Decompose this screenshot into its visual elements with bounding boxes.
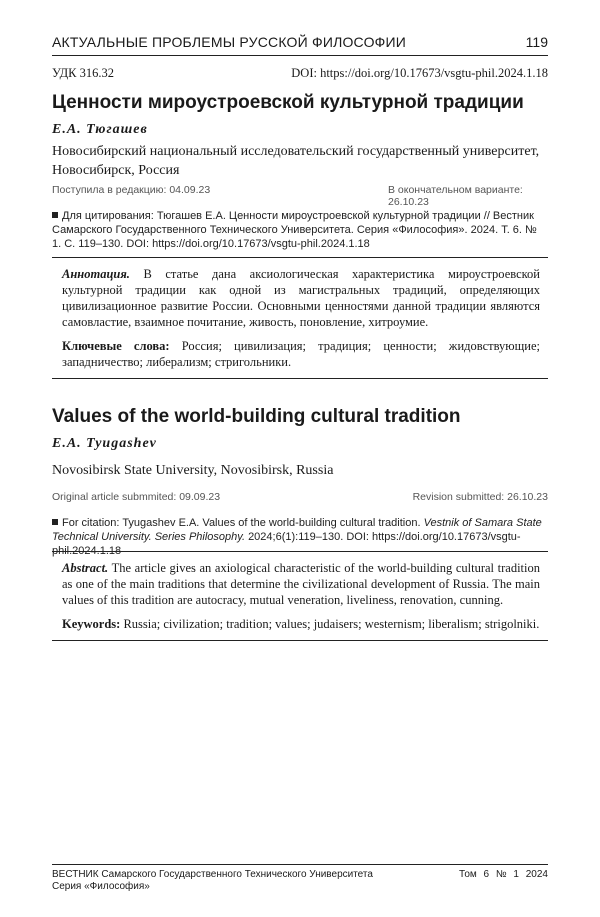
author-en: E.A. Tyugashev: [52, 436, 157, 451]
received-date-ru: Поступила в редакцию: 04.09.23: [52, 184, 211, 196]
doi-link[interactable]: DOI: https://doi.org/10.17673/vsgtu-phil.2024.1.18: [291, 66, 548, 80]
keywords-label-ru: Ключевые слова:: [62, 339, 170, 353]
abstract-en: [62, 560, 540, 608]
abstract-text-en: The article gives an axiological characteristic of the world-building cultural tradition as one of the main traditions that determine the civilizational development of Russia. The main values of this tradition are autocracy, mutual veneration, liveliness, renovation, cunning.: [62, 561, 540, 607]
abstract-label-en: Abstract.: [62, 561, 109, 575]
bullet-square-icon: [52, 519, 58, 525]
author-ru: Е.А. Тюгашев: [52, 122, 148, 137]
abstract-ru: [62, 266, 540, 330]
keywords-text-ru: Россия; цивилизация; традиция; ценности; жидовствующие; западничество; либерализм; стригольники.: [62, 339, 540, 369]
abstract-text-ru: В статье дана аксиологическая характеристика мироустроевской культурной традиции как одной из магистральных традиций, определяющих цивилизационное развитие России. Основными ценностями данной традиции являются самовластие, взаимное почитание, живость, поновление, хитроумие.: [62, 267, 540, 329]
article-title-ru: Ценности мироустроевской культурной традиции: [52, 92, 524, 113]
affiliation-ru: Новосибирский национальный исследовательский государственный университет, Новосибирск, Россия: [52, 144, 540, 178]
abstract-label-ru: Аннотация.: [62, 267, 130, 281]
citation-prefix-en: For citation: Tyugashev E.A. Values of the world-building cultural tradition.: [62, 517, 421, 529]
running-header-title: АКТУАЛЬНЫЕ ПРОБЛЕМЫ РУССКОЙ ФИЛОСОФИИ: [52, 34, 407, 50]
citation-journal-en: Vestnik of Samara State Technical University. Series Philosophy.: [52, 517, 542, 543]
footer-rule: [52, 864, 548, 865]
abstract-box-ru: [52, 257, 548, 379]
affiliation-en: Novosibirsk State University, Novosibirsk, Russia: [52, 463, 334, 478]
received-date-en: Original article submmited: 09.09.23: [52, 491, 221, 503]
dates-ru: [52, 184, 548, 208]
udk-code: УДК 316.32: [52, 66, 114, 80]
keywords-label-en: Keywords:: [62, 617, 121, 631]
keywords-ru: [62, 338, 540, 370]
citation-ru: [52, 209, 548, 251]
footer-journal-line2: Серия «Философия»: [52, 881, 150, 892]
citation-suffix-en: 2024;6(1):119–130. DOI: https://doi.org/10.17673/vsgtu-phil.2024.1.18: [52, 531, 521, 557]
bullet-square-icon: [52, 212, 58, 218]
footer-journal-line1: ВЕСТНИК Самарского Государственного Технического Университета: [52, 869, 373, 880]
footer-issue: Том 6 № 1 2024: [459, 869, 548, 880]
abstract-box-en: [52, 551, 548, 641]
page-number: 119: [525, 34, 548, 50]
final-date-ru: В окончательном варианте: 26.10.23: [388, 184, 523, 208]
footer-journal: [52, 869, 373, 893]
article-title-en: Values of the world-building cultural tradition: [52, 406, 461, 427]
header-rule: [52, 55, 548, 56]
keywords-en: [62, 616, 540, 632]
citation-text-ru: Для цитирования: Тюгашев Е.А. Ценности мироустроевской культурной традиции // Вестник Самарского Государственного Технического Университета. Серия «Философия». 2024. Т. 6. № 1. С. 119–130. DOI: https://doi.org/10.17673/vsgtu-phil.2024.1.18: [52, 210, 537, 250]
keywords-text-en: Russia; civilization; tradition; values; judaisers; westernism; liberalism; strigolniki.: [123, 617, 540, 631]
dates-en: [52, 491, 548, 503]
revised-date-en: Revision submitted: 26.10.23: [412, 491, 548, 503]
